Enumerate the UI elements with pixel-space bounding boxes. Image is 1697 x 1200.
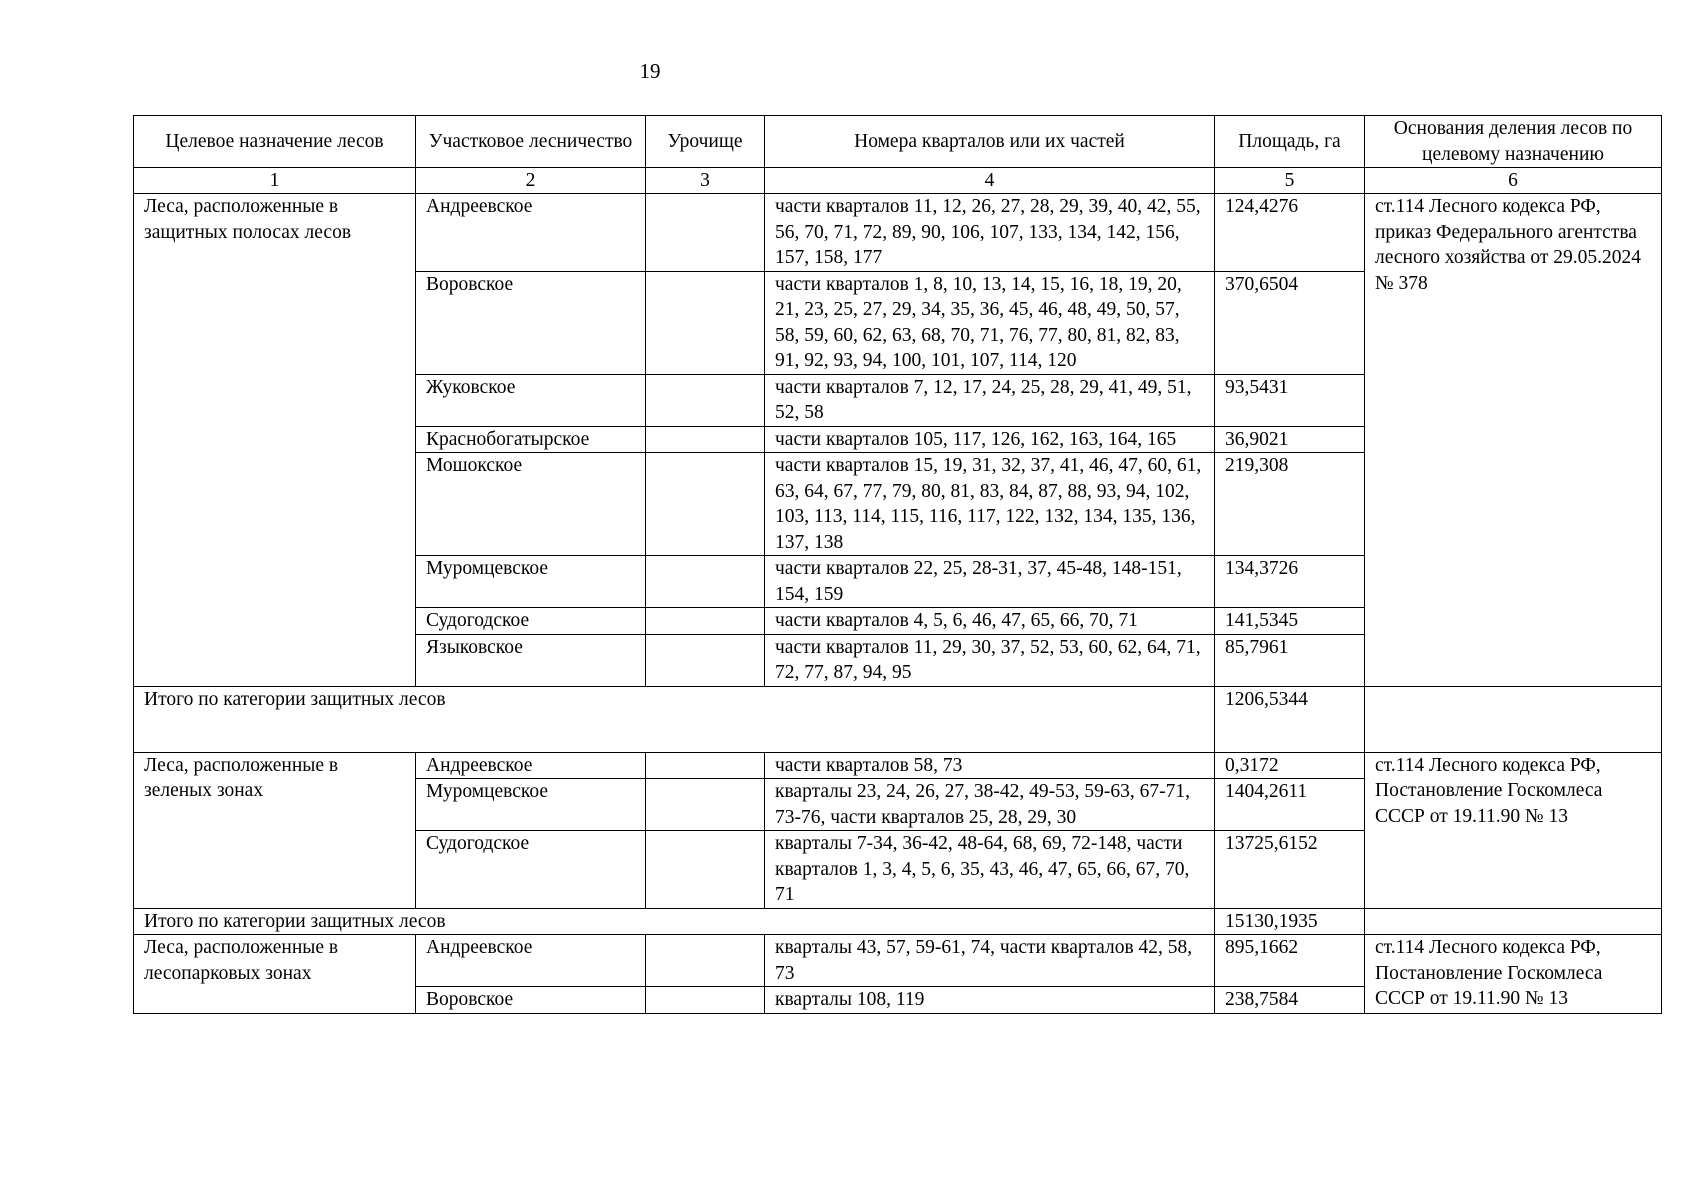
tract-cell bbox=[646, 987, 765, 1014]
purpose-cell: Леса, расположенные в защитных полосах лесов bbox=[134, 194, 416, 687]
total-label: Итого по категории защитных лесов bbox=[134, 908, 1215, 935]
district-cell: Муромцевское bbox=[416, 556, 646, 608]
column-number: 4 bbox=[765, 168, 1215, 194]
quarters-cell: части кварталов 22, 25, 28-31, 37, 45-48, 148-151, 154, 159 bbox=[765, 556, 1215, 608]
table-row bbox=[134, 752, 1662, 779]
quarters-cell: части кварталов 7, 12, 17, 24, 25, 28, 29, 41, 49, 51, 52, 58 bbox=[765, 374, 1215, 426]
area-cell: 370,6504 bbox=[1215, 271, 1365, 374]
quarters-cell: части кварталов 15, 19, 31, 32, 37, 41, 46, 47, 60, 61, 63, 64, 67, 77, 79, 80, 81, 83, 84, 87, 88, 93, 94, 102, 103, 113, 114, 115, 116, 117, 122, 132, 134, 135, 136, 137, 138 bbox=[765, 453, 1215, 556]
header-basis: Основания деления лесов по целевому назначению bbox=[1365, 116, 1662, 168]
area-cell: 0,3172 bbox=[1215, 752, 1365, 779]
total-area: 15130,1935 bbox=[1215, 908, 1365, 935]
quarters-cell: кварталы 7-34, 36-42, 48-64, 68, 69, 72-148, части кварталов 1, 3, 4, 5, 6, 35, 43, 46, 47, 65, 66, 67, 70, 71 bbox=[765, 831, 1215, 909]
tract-cell bbox=[646, 608, 765, 635]
district-cell: Андреевское bbox=[416, 194, 646, 272]
district-cell: Судогодское bbox=[416, 831, 646, 909]
tract-cell bbox=[646, 426, 765, 453]
basis-cell: ст.114 Лесного кодекса РФ, приказ Федерального агентства лесного хозяйства от 29.05.2024 № 378 bbox=[1365, 194, 1662, 687]
empty-cell bbox=[1365, 908, 1662, 935]
column-number: 2 bbox=[416, 168, 646, 194]
district-cell: Андреевское bbox=[416, 935, 646, 987]
district-cell: Жуковское bbox=[416, 374, 646, 426]
forest-purpose-table bbox=[133, 115, 1662, 1014]
area-cell: 219,308 bbox=[1215, 453, 1365, 556]
tract-cell bbox=[646, 779, 765, 831]
area-cell: 36,9021 bbox=[1215, 426, 1365, 453]
district-cell: Воровское bbox=[416, 987, 646, 1014]
quarters-cell: кварталы 43, 57, 59-61, 74, части кварталов 42, 58, 73 bbox=[765, 935, 1215, 987]
quarters-cell: части кварталов 11, 12, 26, 27, 28, 29, 39, 40, 42, 55, 56, 70, 71, 72, 89, 90, 106, 107, 133, 134, 142, 156, 157, 158, 177 bbox=[765, 194, 1215, 272]
tract-cell bbox=[646, 374, 765, 426]
page-number: 19 bbox=[639, 59, 661, 83]
quarters-cell: кварталы 23, 24, 26, 27, 38-42, 49-53, 59-63, 67-71, 73-76, части кварталов 25, 28, 29, 30 bbox=[765, 779, 1215, 831]
purpose-cell: Леса, расположенные в лесопарковых зонах bbox=[134, 935, 416, 1014]
quarters-cell: части кварталов 105, 117, 126, 162, 163, 164, 165 bbox=[765, 426, 1215, 453]
tract-cell bbox=[646, 194, 765, 272]
tract-cell bbox=[646, 271, 765, 374]
tract-cell bbox=[646, 556, 765, 608]
tract-cell bbox=[646, 453, 765, 556]
area-cell: 895,1662 bbox=[1215, 935, 1365, 987]
table-row bbox=[134, 194, 1662, 272]
area-cell: 141,5345 bbox=[1215, 608, 1365, 635]
area-cell: 85,7961 bbox=[1215, 634, 1365, 686]
area-cell: 1404,2611 bbox=[1215, 779, 1365, 831]
column-number: 3 bbox=[646, 168, 765, 194]
district-cell: Воровское bbox=[416, 271, 646, 374]
header-area: Площадь, га bbox=[1215, 116, 1365, 168]
tract-cell bbox=[646, 634, 765, 686]
area-cell: 124,4276 bbox=[1215, 194, 1365, 272]
quarters-cell: части кварталов 4, 5, 6, 46, 47, 65, 66, 70, 71 bbox=[765, 608, 1215, 635]
header-purpose: Целевое назначение лесов bbox=[134, 116, 416, 168]
column-number: 5 bbox=[1215, 168, 1365, 194]
empty-cell bbox=[1365, 686, 1662, 752]
purpose-cell: Леса, расположенные в зеленых зонах bbox=[134, 752, 416, 908]
table-row bbox=[134, 935, 1662, 987]
district-cell: Мошокское bbox=[416, 453, 646, 556]
column-number: 6 bbox=[1365, 168, 1662, 194]
area-cell: 134,3726 bbox=[1215, 556, 1365, 608]
quarters-cell: части кварталов 58, 73 bbox=[765, 752, 1215, 779]
district-cell: Андреевское bbox=[416, 752, 646, 779]
area-cell: 238,7584 bbox=[1215, 987, 1365, 1014]
tract-cell bbox=[646, 752, 765, 779]
district-cell: Муромцевское bbox=[416, 779, 646, 831]
district-cell: Языковское bbox=[416, 634, 646, 686]
basis-cell: ст.114 Лесного кодекса РФ, Постановление Госкомлеса СССР от 19.11.90 № 13 bbox=[1365, 752, 1662, 908]
header-quarters: Номера кварталов или их частей bbox=[765, 116, 1215, 168]
column-number: 1 bbox=[134, 168, 416, 194]
basis-cell: ст.114 Лесного кодекса РФ, Постановление Госкомлеса СССР от 19.11.90 № 13 bbox=[1365, 935, 1662, 1014]
header-tract: Урочище bbox=[646, 116, 765, 168]
area-cell: 13725,6152 bbox=[1215, 831, 1365, 909]
area-cell: 93,5431 bbox=[1215, 374, 1365, 426]
tract-cell bbox=[646, 935, 765, 987]
district-cell: Судогодское bbox=[416, 608, 646, 635]
quarters-cell: части кварталов 11, 29, 30, 37, 52, 53, 60, 62, 64, 71, 72, 77, 87, 94, 95 bbox=[765, 634, 1215, 686]
total-area: 1206,5344 bbox=[1215, 686, 1365, 752]
quarters-cell: кварталы 108, 119 bbox=[765, 987, 1215, 1014]
total-label: Итого по категории защитных лесов bbox=[134, 686, 1215, 752]
tract-cell bbox=[646, 831, 765, 909]
header-district: Участковое лесничество bbox=[416, 116, 646, 168]
total-row bbox=[134, 908, 1662, 935]
quarters-cell: части кварталов 1, 8, 10, 13, 14, 15, 16, 18, 19, 20, 21, 23, 25, 27, 29, 34, 35, 36, 45, 46, 48, 49, 50, 57, 58, 59, 60, 62, 63, 68, 70, 71, 76, 77, 80, 81, 82, 83, 91, 92, 93, 94, 100, 101, 107, 114, 120 bbox=[765, 271, 1215, 374]
district-cell: Краснобогатырское bbox=[416, 426, 646, 453]
total-row bbox=[134, 686, 1662, 752]
